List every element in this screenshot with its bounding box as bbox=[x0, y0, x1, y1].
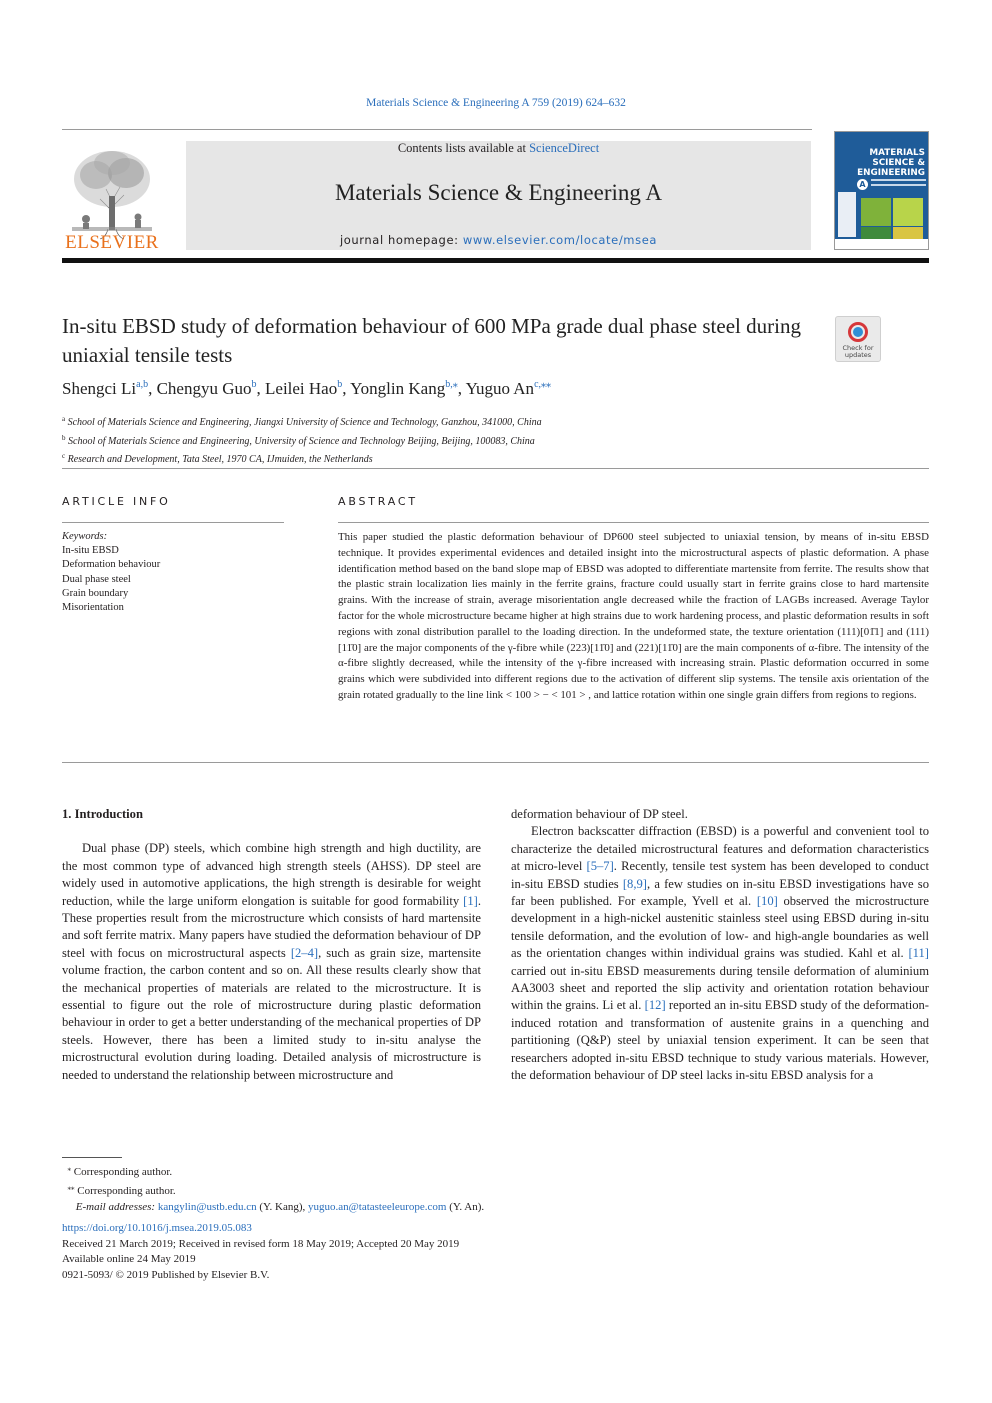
email-link[interactable]: yuguo.an@tatasteeleurope.com bbox=[308, 1201, 447, 1213]
citation-link[interactable]: [1] bbox=[463, 893, 478, 908]
cover-micrograph bbox=[893, 227, 923, 239]
cover-footer bbox=[835, 239, 928, 249]
homepage-link[interactable]: www.elsevier.com/locate/msea bbox=[462, 233, 658, 247]
running-head[interactable]: Materials Science & Engineering A 759 (2019) 624–632 bbox=[366, 97, 626, 109]
email-link[interactable]: kangylin@ustb.edu.cn bbox=[157, 1201, 257, 1213]
author-name[interactable]: Leilei Hao bbox=[265, 379, 338, 398]
article-info-heading: ARTICLE INFO bbox=[62, 495, 171, 508]
citation-link[interactable]: [5–7] bbox=[586, 859, 614, 874]
cover-subtitle-line bbox=[871, 179, 926, 181]
abstract-divider bbox=[338, 522, 929, 523]
header-thick-rule bbox=[62, 258, 929, 263]
footnote-divider bbox=[62, 1157, 122, 1158]
journal-homepage bbox=[186, 233, 811, 247]
author-affil-mark[interactable]: b bbox=[251, 379, 257, 390]
cover-sidebar bbox=[838, 192, 856, 237]
paragraph-text: , such as grain size, martensite volume fraction, the carbon content and so on. All these results clearly show that the mechanical properties of materials are related to the microstructure. It is essential to figure out the role of microstructure during plastic deformation behaviour in order to get a better understanding of the mechanical properties of DP steels. However, there has been a limited study to in-situ analyse the microstructural evolution during loading. Detailed analysis of microstructure is needed to understand the relationship between microstructure and bbox=[62, 945, 482, 1082]
author-name[interactable]: Chengyu Guo bbox=[156, 379, 252, 398]
paragraph-text: Electron backscatter diffraction (EBSD) is a powerful and convenient tool to characterize the detailed microstructural features and deformation characteristics at micro-level bbox=[511, 824, 929, 874]
paragraph-text: reported an in-situ EBSD study of the deformation-induced rotation and transformation of austenite grains in a quenching and partitioning (Q&P) steel by uniaxial tension experiment. It can be seen that researchers adopted in-situ EBSD technique to study various materials. However, the deformation behaviour of DP steel lacks in-situ EBSD analysis for a bbox=[511, 998, 929, 1083]
footnote-emails bbox=[62, 1199, 922, 1215]
homepage-prefix: journal homepage: bbox=[339, 233, 463, 247]
email-owner: (Y. Kang), bbox=[256, 1201, 309, 1213]
paragraph-text: . These properties result from the microstructure which consists of hard martensite and soft ferrite matrix. Many papers have studied the deformation behaviour of DP steel with focus on microstructural aspects bbox=[62, 893, 481, 960]
keyword: Dual phase steel bbox=[62, 573, 131, 585]
body-paragraph bbox=[62, 840, 481, 1084]
body-paragraph-continued: deformation behaviour of DP steel. bbox=[511, 807, 688, 821]
received-dates: Received 21 March 2019; Received in revised form 18 May 2019; Accepted 20 May 2019 bbox=[62, 1237, 460, 1250]
footnote-corresponding: ⁎ Corresponding author. bbox=[67, 1165, 173, 1178]
doi-link[interactable]: https://doi.org/10.1016/j.msea.2019.05.083 bbox=[62, 1222, 252, 1234]
footnote-corresponding: ⁎⁎ Corresponding author. bbox=[67, 1184, 176, 1197]
author-name[interactable]: Yonglin Kang bbox=[350, 379, 446, 398]
keyword: Misorientation bbox=[62, 602, 124, 614]
body-left-column bbox=[62, 806, 481, 1084]
header-divider bbox=[62, 129, 812, 130]
affiliation-text: Research and Development, Tata Steel, 1970 CA, IJmuiden, the Netherlands bbox=[67, 454, 373, 465]
author-separator: , bbox=[256, 379, 266, 398]
affiliation-mark: b bbox=[62, 433, 66, 442]
cover-subtitle-line bbox=[871, 184, 926, 186]
footnote-text: Corresponding author. bbox=[77, 1185, 176, 1197]
email-label: E-mail addresses: bbox=[75, 1201, 156, 1213]
article-metadata bbox=[62, 1221, 922, 1283]
body-paragraph bbox=[511, 823, 929, 1084]
affiliation-item bbox=[62, 449, 882, 468]
author-list bbox=[62, 379, 862, 399]
abstract-heading: ABSTRACT bbox=[338, 495, 418, 508]
article-info-divider bbox=[62, 522, 284, 523]
check-for-updates-button[interactable] bbox=[835, 316, 881, 362]
keywords-label: Keywords: bbox=[62, 531, 108, 542]
citation-link[interactable]: [10] bbox=[756, 894, 778, 909]
affiliation-item bbox=[62, 431, 882, 450]
body-right-column bbox=[511, 806, 929, 1085]
sciencedirect-link[interactable]: ScienceDirect bbox=[529, 141, 600, 155]
contents-line bbox=[186, 141, 811, 156]
section-heading: 1. Introduction bbox=[62, 807, 143, 821]
affiliation-divider bbox=[62, 468, 929, 469]
author-affil-mark[interactable]: b bbox=[337, 379, 343, 390]
journal-cover-image bbox=[834, 131, 929, 250]
author-separator: , bbox=[457, 379, 466, 398]
affiliation-text: School of Materials Science and Engineering, Jiangxi University of Science and Technology, Ganzhou, 341000, China bbox=[67, 417, 542, 428]
author-separator: , bbox=[148, 379, 157, 398]
affiliations bbox=[62, 412, 882, 468]
citation-link[interactable]: [11] bbox=[908, 946, 929, 961]
affiliation-item bbox=[62, 412, 882, 431]
cover-micrograph bbox=[861, 227, 891, 239]
contents-prefix: Contents lists available at bbox=[397, 141, 530, 155]
footnotes bbox=[62, 1161, 922, 1215]
abstract-bottom-divider bbox=[62, 762, 929, 763]
keyword: Deformation behaviour bbox=[62, 559, 161, 571]
paragraph-text: carried out in-situ EBSD measurements during tensile deformation of aluminium AA3003 sheet and reported the slip activity and orientation rotation behaviour within the grains. Li et al. bbox=[511, 963, 929, 1013]
author-affil-mark[interactable]: b,⁎ bbox=[445, 379, 458, 390]
footnote-text: Corresponding author. bbox=[73, 1166, 173, 1178]
citation-link[interactable]: [12] bbox=[644, 998, 666, 1013]
cover-micrograph bbox=[861, 198, 891, 226]
keyword: In-situ EBSD bbox=[62, 545, 119, 557]
elsevier-wordmark: ELSEVIER bbox=[65, 232, 159, 253]
affiliation-mark: c bbox=[62, 452, 66, 460]
abstract-text: This paper studied the plastic deformation behaviour of DP600 steel subjected to uniaxial tension, by means of in-situ EBSD technique. It provides experimental evidences and detailed insight into the microstructural aspects of plastic deformation. A phase identification method based on the band slope map of EBSD was adopted to differentiate martensite from ferrite. The results show that the plastic strain localization lies mainly in the ferrite grains, fracture could usually start in ferrite grains close to hard martensite grains. With the increase of strain, average misorientation angle decreased while the fraction of LAGBs increased. Average Taylor factor for the whole microstructure became higher at high strains due to work hardening process, and plastic deformation results in soft regions with zonal distribution parallel to the loading direction. In the undeformed state, the texture orientation (111)[01̄1] and (111)[11̄0] are the major components of the γ-fibre while (223)[11̄0] and (221)[11̄0] are the main components of α-fibre. The intensity of the α-fibre slightly decreased, while the intensity of the γ-fibre increased with increasing strain. Plastic deformation occurred in some grains which were subdivided into different regions due to the activation of different slip systems. The tensile axis orientation of the grain rotated gradually to the line link < 100 > − < 101 > , and lattice rotation within one single grain differs from regions to regions. bbox=[338, 531, 929, 701]
author-affil-mark[interactable]: a,b bbox=[136, 379, 149, 390]
keyword: Grain boundary bbox=[62, 587, 129, 599]
author-name[interactable]: Shengci Li bbox=[62, 379, 137, 398]
citation-link[interactable]: [2–4] bbox=[290, 945, 319, 960]
article-title: In-situ EBSD study of deformation behaviour of 600 MPa grade dual phase steel during uniaxial tensile tests bbox=[62, 314, 801, 367]
crossmark-label: Check for updates bbox=[842, 344, 874, 359]
affiliation-mark: a bbox=[62, 415, 66, 423]
paragraph-text: , a few studies on in-situ EBSD investigations have so far been published. For example, Yvell et al. bbox=[511, 876, 929, 909]
keywords-block bbox=[62, 530, 284, 615]
paragraph-text: . Recently, tensile test system has been developed to conduct in-situ EBSD studies bbox=[511, 859, 929, 891]
affiliation-text: School of Materials Science and Engineering, University of Science and Technology Beijing, Beijing, 100083, China bbox=[68, 435, 535, 447]
citation-link[interactable]: [8,9] bbox=[622, 876, 647, 891]
copyright: 0921-5093/ © 2019 Published by Elsevier B.V. bbox=[62, 1268, 270, 1281]
paragraph-text: observed the microstructure development in a high-nickel austenitic stainless steel using EBSD during in-situ tensile deformation, and the evolution of low- and high-angle boundaries as well as the orientation changes within individual grains was studied. Kahl et al. bbox=[511, 894, 929, 961]
journal-title: Materials Science & Engineering A bbox=[334, 180, 662, 205]
available-online: Available online 24 May 2019 bbox=[62, 1253, 196, 1265]
paragraph-text: Dual phase (DP) steels, which combine high strength and high ductility, are the most common type of advanced high strength steels (AHSS). DP steel are widely used in automotive applications, the high strength is desirable for weight reduction, while the large uniform elongation is suitable for good formability bbox=[62, 841, 481, 908]
crossmark-icon-center bbox=[853, 327, 863, 337]
author-name[interactable]: Yuguo An bbox=[465, 379, 535, 398]
author-separator: , bbox=[342, 379, 351, 398]
author-affil-mark[interactable]: c,⁎⁎ bbox=[534, 379, 552, 390]
email-owner: (Y. An). bbox=[446, 1201, 485, 1213]
cover-section-letter: A bbox=[857, 179, 868, 190]
cover-title: MATERIALS SCIENCE & ENGINEERING bbox=[857, 148, 925, 178]
cover-micrograph bbox=[893, 198, 923, 226]
